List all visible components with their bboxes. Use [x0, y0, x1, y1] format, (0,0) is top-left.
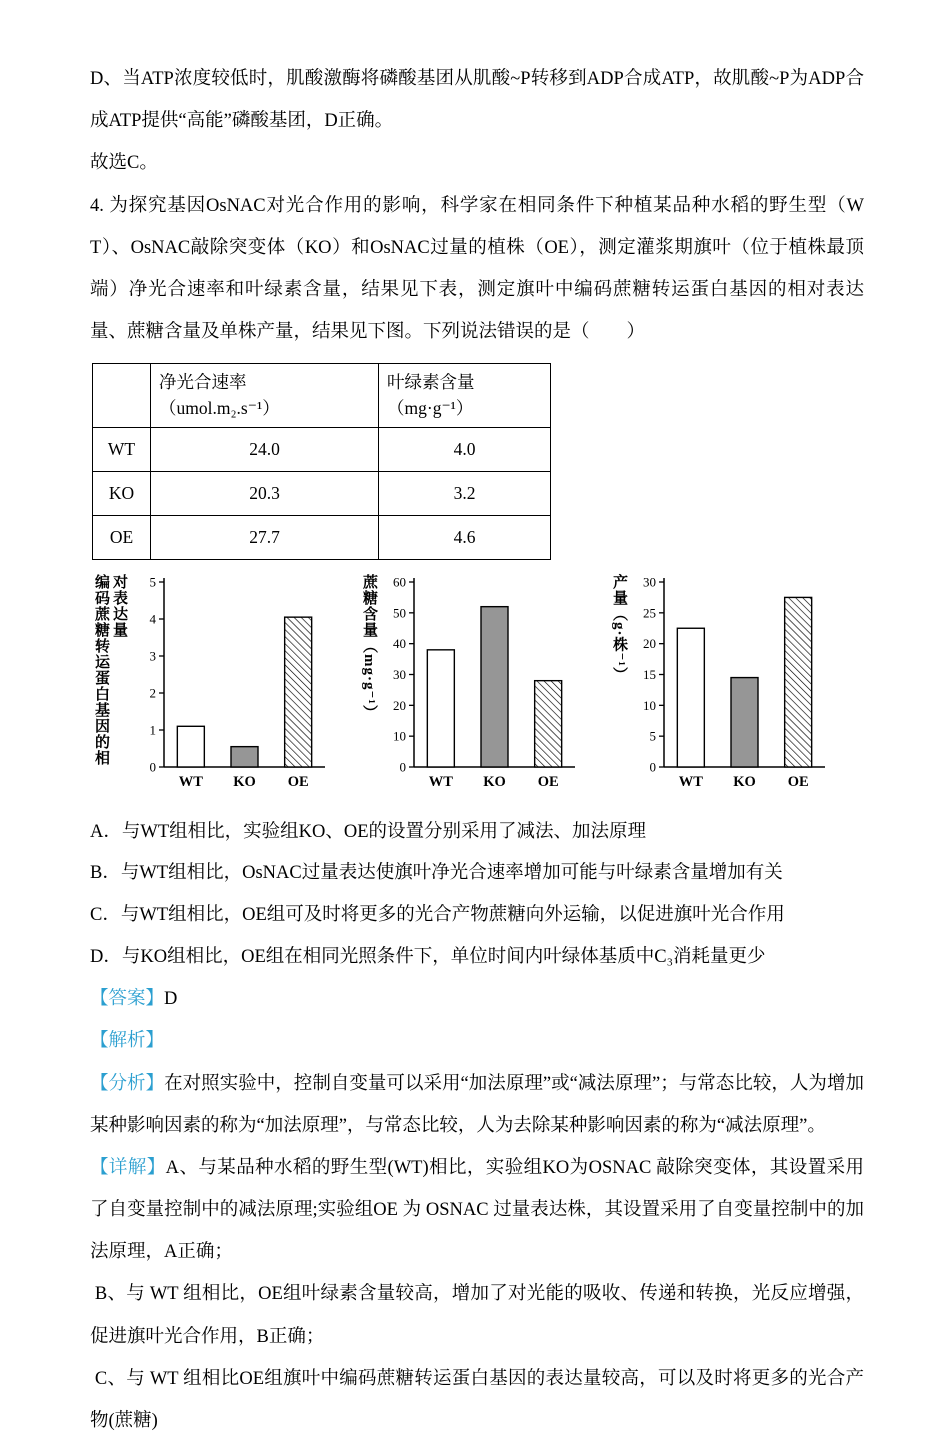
svg-text:OE: OE	[287, 773, 309, 790]
svg-text:40: 40	[393, 635, 406, 651]
detail-paragraph-b: B、与 WT 组相比，OE组叶绿素含量较高，增加了对光能的吸收、传递和转换，光反应增强，促进旗叶光合作用，B正确；	[90, 1284, 864, 1347]
svg-text:30: 30	[643, 574, 656, 590]
answer-value: D	[164, 989, 178, 1010]
table-header-photosynthesis	[151, 364, 379, 428]
chart-gene-expression	[92, 572, 330, 794]
row-value: 24.0	[151, 427, 379, 471]
svg-text:2: 2	[149, 685, 156, 701]
chart-y-axis-label: 产量（g·株⁻¹）	[611, 573, 627, 683]
bar-chart-sucrose-content	[378, 572, 580, 794]
row-label: WT	[93, 427, 151, 471]
chart-sucrose-content	[360, 572, 580, 794]
svg-text:20: 20	[393, 697, 406, 713]
svg-text:WT: WT	[178, 773, 203, 790]
svg-text:60: 60	[393, 574, 406, 590]
row-value: 3.2	[379, 471, 551, 515]
option-d: D．与KO组相比，OE组在相同光照条件下，单位时间内叶绿体基质中C₃消耗量更少	[90, 946, 766, 967]
svg-text:OE: OE	[787, 773, 809, 790]
table-row-wt	[93, 427, 551, 471]
table-row-ko	[93, 471, 551, 515]
charts-row	[92, 572, 864, 794]
svg-text:KO: KO	[233, 773, 256, 790]
prev-answer-conclusion: 故选C。	[90, 153, 158, 174]
table-header-empty	[93, 364, 151, 428]
svg-text:0: 0	[149, 759, 156, 775]
detail-paragraph-c: C、与 WT 组相比OE组旗叶中编码蔗糖转运蛋白基因的表达量较高，可以及时将更多的光合产物(蔗糖)	[90, 1368, 864, 1431]
svg-text:3: 3	[149, 648, 156, 664]
header-unit: （umol.m₂.s⁻¹）	[159, 398, 280, 419]
table-row-oe	[93, 515, 551, 559]
svg-text:10: 10	[393, 728, 406, 744]
analysis-tag: 【分析】	[90, 1073, 165, 1094]
svg-text:0: 0	[399, 759, 406, 775]
svg-text:WT: WT	[678, 773, 703, 790]
row-value: 4.0	[379, 427, 551, 471]
explanation-tag: 【解析】	[90, 1031, 165, 1052]
row-value: 4.6	[379, 515, 551, 559]
question-stem: 4. 为探究基因OsNAC对光合作用的影响，科学家在相同条件下种植某品种水稻的野生型（WT）、OsNAC敲除突变体（KO）和OsNAC过量的植株（OE），测定灌浆期旗叶（位于植株最顶端）净光合速率和叶绿素含量，结果见下表，测定旗叶中编码蔗糖转运蛋白基因的相对表达量、蔗糖含量及单株产量，结果见下图。下列说法错误的是（ ）	[90, 195, 864, 343]
svg-text:25: 25	[643, 605, 656, 621]
svg-text:0: 0	[649, 759, 656, 775]
option-c: C．与WT组相比，OE组可及时将更多的光合产物蔗糖向外运输，以促进旗叶光合作用	[90, 904, 785, 925]
table-header-chlorophyll	[379, 364, 551, 428]
row-value: 27.7	[151, 515, 379, 559]
svg-text:20: 20	[643, 635, 656, 651]
answer-tag: 【答案】	[90, 989, 165, 1010]
svg-text:50: 50	[393, 605, 406, 621]
chart-y-axis-label: 编码蔗糖转运蛋白基因的相对表达量	[93, 573, 127, 766]
answer-line	[90, 978, 864, 1020]
svg-text:30: 30	[393, 666, 406, 682]
header-unit: （mg·g⁻¹）	[387, 398, 474, 419]
chart-y-axis-label: 蔗糖含量（mg·g⁻¹）	[361, 573, 377, 721]
svg-text:KO: KO	[483, 773, 506, 790]
row-label: KO	[93, 471, 151, 515]
svg-text:WT: WT	[428, 773, 453, 790]
explanation-heading	[90, 1020, 864, 1062]
detail-tag: 【详解】	[90, 1157, 166, 1178]
svg-text:1: 1	[149, 722, 156, 738]
analysis-paragraph	[90, 1063, 864, 1147]
chart-yield	[610, 572, 830, 794]
header-title: 叶绿素含量	[387, 372, 475, 393]
svg-text:OE: OE	[537, 773, 559, 790]
table-header-row	[93, 364, 551, 428]
svg-text:4: 4	[149, 611, 156, 627]
bar-chart-gene-expression	[128, 572, 330, 794]
option-b: B．与WT组相比，OsNAC过量表达使旗叶净光合速率增加可能与叶绿素含量增加有关	[90, 863, 783, 884]
header-title: 净光合速率	[159, 372, 247, 393]
row-value: 20.3	[151, 471, 379, 515]
svg-text:10: 10	[643, 697, 656, 713]
detail-text-a: A、与某品种水稻的野生型(WT)相比，实验组KO为OSNAC 敲除突变体，其设置采用了自变量控制中的减法原理;实验组OE 为 OSNAC 过量表达株，其设置采用了自变量控制中的加法原理，A正确；	[90, 1157, 864, 1263]
svg-text:KO: KO	[733, 773, 756, 790]
svg-text:5: 5	[149, 574, 156, 590]
results-table	[92, 363, 551, 560]
svg-text:5: 5	[649, 728, 656, 744]
row-label: OE	[93, 515, 151, 559]
analysis-text: 在对照实验中，控制自变量可以采用“加法原理”或“减法原理”；与常态比较，人为增加某种影响因素的称为“加法原理”，与常态比较，人为去除某种影响因素的称为“减法原理”。	[90, 1073, 864, 1136]
detail-paragraph-a	[90, 1147, 864, 1274]
svg-text:15: 15	[643, 666, 656, 682]
options-list	[90, 812, 864, 979]
option-a: A．与WT组相比，实验组KO、OE的设置分别采用了减法、加法原理	[90, 821, 647, 842]
bar-chart-yield	[628, 572, 830, 794]
prev-answer-line-d: D、当ATP浓度较低时，肌酸激酶将磷酸基团从肌酸~P转移到ADP合成ATP，故肌酸~P为ADP合成ATP提供“高能”磷酸基团，D正确。	[90, 69, 864, 132]
